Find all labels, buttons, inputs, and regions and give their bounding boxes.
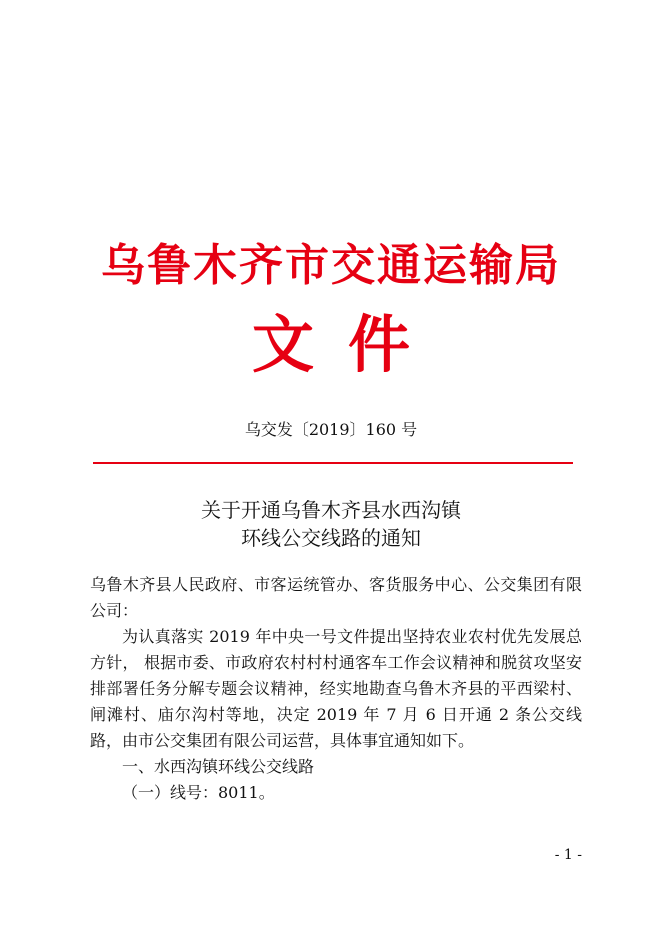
- document-label: 文件: [251, 308, 444, 381]
- document-number: 乌交发〔2019〕160 号: [244, 420, 418, 439]
- notice-title-line1: 关于开通乌鲁木齐县水西沟镇: [201, 498, 461, 522]
- issuing-organization-title: 乌鲁木齐市交通运输局: [101, 240, 561, 291]
- notice-title-line2: 环线公交线路的通知: [241, 526, 421, 550]
- line-number-item: （一）线号：8011。: [122, 783, 275, 802]
- notice-title: [0, 496, 662, 552]
- recipients: 乌鲁木齐县人民政府、市客运统管办、客货服务中心、公交集团有限公司：: [90, 575, 582, 620]
- page-number: - 1 -: [554, 847, 582, 863]
- notice-body: [90, 572, 582, 806]
- header-divider: [93, 462, 573, 464]
- section-heading: 一、水西沟镇环线公交线路: [122, 757, 315, 776]
- body-paragraph: 为认真落实 2019 年中央一号文件提出坚持农业农村优先发展总方针， 根据市委、市政府农村村村通客车工作会议精神和脱贫攻坚安排部署任务分解专题会议精神，经实地勘查乌鲁木齐县的平西梁村、闸滩村、庙尔沟村等地，决定 2019 年 7 月 6 日开通 2 条公交线路，由市公交集团有限公司运营，具体事宜通知如下。: [90, 627, 582, 750]
